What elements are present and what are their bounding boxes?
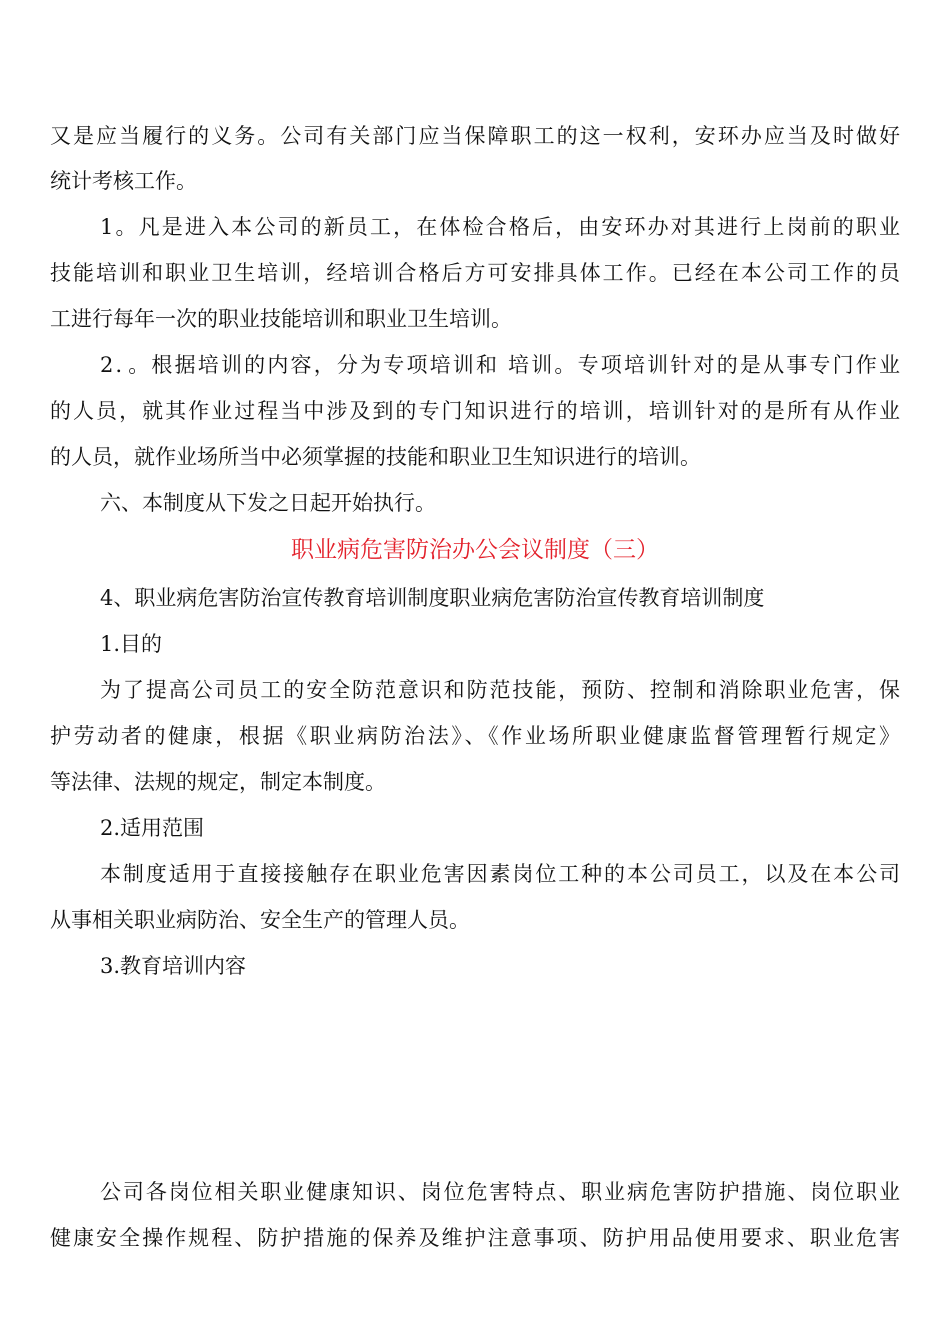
paragraph-line: 技能培训和职业卫生培训，经培训合格后方可安排具体工作。已经在本公司工作的员	[50, 261, 900, 285]
section-title: 职业病危害防治办公会议制度（三）	[291, 537, 659, 563]
paragraph-line: 等法律、法规的规定，制定本制度。	[50, 770, 386, 794]
paragraph-line: 六、本制度从下发之日起开始执行。	[100, 491, 436, 515]
paragraph-line: 工进行每年一次的职业技能培训和职业卫生培训。	[50, 307, 512, 331]
paragraph-line: 的人员，就作业场所当中必须掌握的技能和职业卫生知识进行的培训。	[50, 445, 701, 469]
paragraph-line: 护劳动者的健康，根据《职业病防治法》、《作业场所职业健康监督管理暂行规定》	[50, 724, 900, 748]
paragraph-line: 又是应当履行的义务。公司有关部门应当保障职工的这一权利，安环办应当及时做好	[50, 124, 900, 148]
paragraph-line: 公司各岗位相关职业健康知识、岗位危害特点、职业病危害防护措施、岗位职业	[100, 1180, 900, 1204]
paragraph-line: 的人员，就其作业过程当中涉及到的专门知识进行的培训，培训针对的是所有从作业	[50, 399, 900, 423]
heading-line: 3.教育培训内容	[100, 954, 247, 978]
paragraph-line: 健康安全操作规程、防护措施的保养及维护注意事项、防护用品使用要求、职业危害	[50, 1226, 900, 1250]
paragraph-line: 4、职业病危害防治宣传教育培训制度职业病危害防治宣传教育培训制度	[100, 586, 765, 610]
paragraph-line: 为了提高公司员工的安全防范意识和防范技能，预防、控制和消除职业危害，保	[100, 678, 900, 702]
heading-line: 1.目的	[100, 632, 163, 656]
paragraph-line: 1。凡是进入本公司的新员工，在体检合格后，由安环办对其进行上岗前的职业	[100, 215, 900, 239]
paragraph-line: 从事相关职业病防治、安全生产的管理人员。	[50, 908, 470, 932]
heading-line: 2.适用范围	[100, 816, 205, 840]
paragraph-line: 本制度适用于直接接触存在职业危害因素岗位工种的本公司员工，以及在本公司	[100, 862, 900, 886]
paragraph-line: 统计考核工作。	[50, 169, 197, 193]
paragraph-line: 2．。根据培训的内容，分为专项培训和 培训。专项培训针对的是从事专门作业	[100, 353, 900, 377]
